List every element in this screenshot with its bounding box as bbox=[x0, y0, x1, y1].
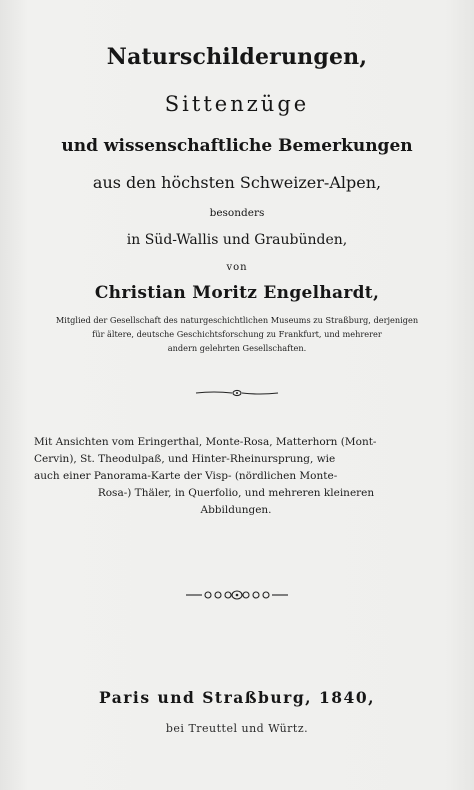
affiliation-line: Mitglied der Gesellschaft des naturgeschichtlichen Museums zu Straßburg, derjenigen bbox=[55, 315, 419, 325]
author-name: Christian Moritz Engelhardt, bbox=[94, 283, 380, 303]
flourish-divider-icon bbox=[194, 386, 280, 400]
views-description-line: Rosa-) Thäler, in Querfolio, und mehreren kleineren bbox=[97, 487, 375, 499]
views-description-line: Mit Ansichten vom Eringerthal, Monte-Rosa, Matterhorn (Mont- bbox=[34, 436, 377, 448]
views-description-line: auch einer Panorama-Karte der Visp- (nördlichen Monte- bbox=[34, 470, 338, 482]
book-title: Naturschilderungen, bbox=[106, 44, 368, 70]
besonders-word: besonders bbox=[209, 207, 265, 219]
views-description-line: Abbildungen. bbox=[200, 504, 272, 516]
imprint-line: Paris und Straßburg, 1840, bbox=[98, 688, 375, 707]
subtitle-line-1: Sittenzüge bbox=[164, 92, 310, 116]
regions-line: in Süd-Wallis und Graubünden, bbox=[126, 232, 348, 248]
von-word: von bbox=[226, 262, 248, 273]
affiliation-line: andern gelehrten Gesellschaften. bbox=[167, 343, 307, 353]
affiliation-line: für ältere, deutsche Geschichtsforschung zu Frankfurt, und mehrerer bbox=[92, 329, 382, 339]
publisher-line: bei Treuttel und Würtz. bbox=[165, 722, 309, 735]
views-description-line: Cervin), St. Theodulpaß, und Hinter-Rheinursprung, wie bbox=[34, 453, 336, 465]
subtitle-line-3: aus den höchsten Schweizer-Alpen, bbox=[92, 173, 382, 192]
subtitle-line-2: und wissenschaftliche Bemerkungen bbox=[61, 136, 413, 156]
scroll-divider-icon bbox=[182, 588, 292, 602]
